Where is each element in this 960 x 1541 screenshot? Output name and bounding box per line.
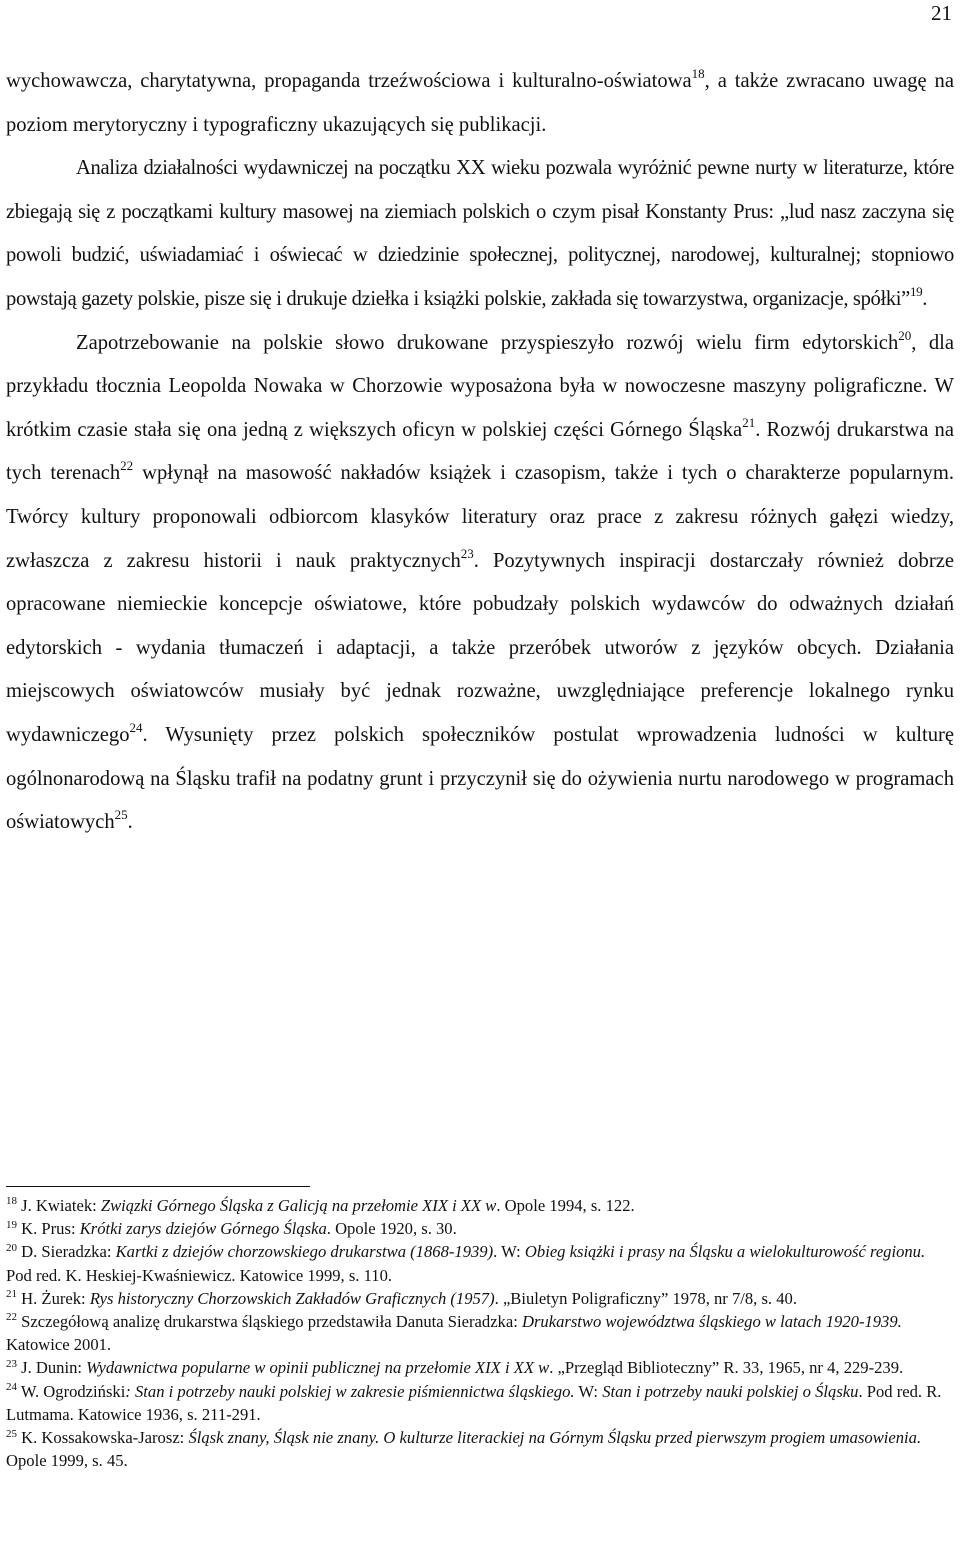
text-run: . Pozytywnych inspiracji dostarczały również dobrze opracowane niemieckie koncepcje oświatowe, które pobudzały polskich wydawców do odważnych działań edytorskich - wydania tłumaczeń i adaptacji, a także przeróbek utworów z języków obcych. Działania miejscowych oświatowców musiały być jednak rozważne, uwzględniające preferencje lokalnego rynku wydawniczego (6, 549, 954, 746)
footnote-text: W. Ogrodziński (17, 1381, 126, 1401)
text-run: wychowawcza, charytatywna, propaganda trzeźwościowa i kulturalno-oświatowa (6, 70, 692, 92)
text-run: , dla przykładu tłocznia Leopolda Nowaka w Chorzowie wyposażona była w nowoczesne maszyny poligraficzne. W krótkim czasie stała się ona jedną z większych oficyn w polskiej części Górnego Śląska (6, 331, 954, 441)
footnote-text: . „Przegląd Biblioteczny” R. 33, 1965, nr 4, 229-239. (549, 1358, 904, 1378)
text-run: wpłynął na masowość nakładów książek i czasopism, także i tych o charakterze popularnym. Twórcy kultury proponowali odbiorcom klasyków literatury oraz prace z zakresu różnych gałęzi wiedzy, zwłaszcza z zakresu historii i nauk praktycznych (6, 462, 955, 572)
text-run: . (922, 287, 928, 310)
footnote-ref: 22 (120, 458, 134, 474)
footnote-ref: 18 (691, 66, 705, 82)
text-run: Analiza działalności wydawniczej na początku XX wieku pozwala wyróżnić pewne nurty w literaturze, które zbiegają się z początkami kultury masowej na ziemiach polskich o czym pisał Konstanty Prus: „lud nasz zaczyna się powoli budzić, uświadamiać i oświecać w dziedzinie społecznej, politycznej, narodowej, kulturalnej; stopniowo powstają gazety polskie, pisze się i drukuje dziełka i książki polskie, zakłada się towarzystwa, organizacje, spółki” (6, 157, 954, 310)
text-run: . Rozwój drukarstwa na tych terenach (6, 418, 954, 485)
footnote-title: Kartki z dziejów chorzowskiego drukarstwa (1868-1939) (115, 1242, 494, 1262)
footnote (6, 1356, 954, 1379)
footnote (6, 1217, 954, 1240)
footnote-ref: 25 (114, 807, 128, 823)
footnote-text: . „Biuletyn Poligraficzny” 1978, nr 7/8, s. 40. (494, 1288, 797, 1308)
footnote-title: Krótki zarys dziejów Górnego Śląska (79, 1219, 327, 1239)
paragraph (6, 147, 954, 321)
footnote (6, 1240, 954, 1286)
footnote-text: K. Kossakowska-Jarosz: (17, 1428, 189, 1448)
footnote-number: 18 (6, 1195, 17, 1208)
text-run: . (127, 811, 133, 834)
footnote-text: Katowice 2001. (6, 1335, 112, 1355)
footnote-text: H. Żurek: (17, 1288, 90, 1308)
footnote-text: W: (574, 1381, 603, 1401)
footnote-title: Wydawnictwa popularne w opinii publicznej na przełomie XIX i XX w (86, 1358, 550, 1378)
footnote-number: 22 (6, 1311, 17, 1324)
footnote-text: . Pod red. R. Lutmama. Katowice 1936, s. 211-291. (6, 1381, 942, 1424)
footnote-ref: 19 (909, 284, 923, 300)
footnote-title: Obieg książki i prasy na Śląsku a wielokulturowość regionu. (524, 1242, 926, 1262)
footnote-number: 24 (6, 1381, 17, 1394)
paragraph (6, 322, 954, 845)
footnote-title: Rys historyczny Chorzowskich Zakładów Graficznych (1957) (89, 1288, 495, 1308)
footnote (6, 1310, 954, 1356)
footnote-number: 23 (6, 1357, 17, 1370)
page-number: 21 (931, 1, 952, 25)
footnote-text: . Opole 1920, s. 30. (326, 1219, 457, 1239)
footnote-text: . Opole 1994, s. 122. (496, 1196, 635, 1215)
footnote-text: D. Sieradzka: (17, 1242, 116, 1262)
text-run: . Wysunięty przez polskich społeczników postulat wprowadzenia ludności w kulturę ogólnonarodową na Śląsku trafił na podatny grunt i przyczynił się do ożywienia nurtu narodowego w programach oświatowych (6, 723, 954, 834)
footnote-title: Śląsk znany, Śląsk nie znany. O kulturze literackiej na Górnym Śląsku przed pierwszym progiem umasowienia. (188, 1428, 922, 1448)
footnotes-section (6, 1194, 954, 1472)
footnote-text: Opole 1999, s. 45. (6, 1451, 128, 1471)
footnote-separator (6, 1186, 310, 1187)
footnote-ref: 20 (898, 327, 912, 343)
footnote-text: . W: (493, 1242, 525, 1262)
footnote-text: J. Dunin: (17, 1358, 87, 1378)
footnote-ref: 23 (460, 545, 474, 561)
footnote (6, 1380, 954, 1426)
footnote-text: Pod red. K. Heskiej-Kwaśniewicz. Katowice 1999, s. 110. (6, 1265, 393, 1285)
footnote-title: : Stan i potrzeby nauki polskiej w zakresie piśmiennictwa śląskiego. (125, 1381, 575, 1401)
footnote (6, 1287, 954, 1310)
footnote-number: 21 (6, 1288, 17, 1301)
footnote (6, 1426, 954, 1472)
text-run: , a także zwracano uwagę na poziom merytoryczny i typograficzny ukazujących się publikacji. (6, 70, 954, 136)
footnote-number: 25 (6, 1427, 17, 1440)
text-run: Zapotrzebowanie na polskie słowo drukowane przyspieszyło rozwój wielu firm edytorskich (76, 331, 899, 354)
footnote (6, 1194, 954, 1217)
footnote-title: Drukarstwo województwa śląskiego w latach 1920-1939. (521, 1312, 902, 1332)
footnote-number: 20 (6, 1241, 17, 1254)
footnote-text: K. Prus: (17, 1219, 80, 1239)
footnote-ref: 21 (742, 414, 756, 430)
paragraph (6, 60, 954, 147)
footnote-text: Szczegółową analizę drukarstwa śląskiego przedstawiła Danuta Sieradzka: (17, 1312, 522, 1332)
footnote-ref: 24 (129, 720, 143, 736)
footnote-title: Stan i potrzeby nauki polskiej o Śląsku (602, 1381, 859, 1401)
body-text (6, 60, 954, 845)
footnote-number: 19 (6, 1218, 17, 1231)
footnote-title: Związki Górnego Śląska z Galicją na przełomie XIX i XX w (100, 1196, 497, 1215)
footnote-text: J. Kwiatek: (17, 1196, 101, 1215)
